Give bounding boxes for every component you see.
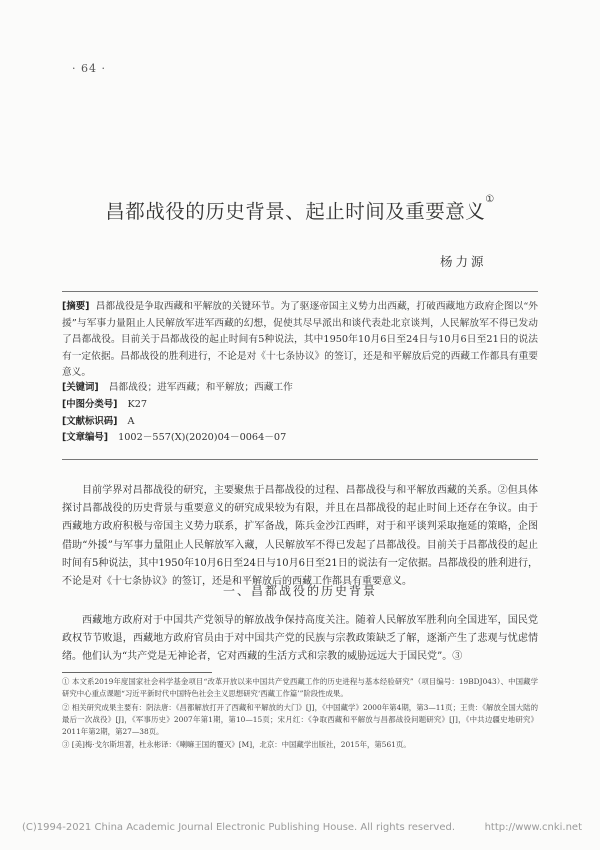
article-id-label: [文章编号] — [62, 432, 109, 443]
abstract-text: 昌都战役是争取西藏和平解放的关键环节。为了驱逐帝国主义势力出西藏，打破西藏地方政府企图以“外援”与军事力量阻止人民解放军进军西藏的幻想，促使其尽早派出和谈代表赴北京谈判，人民解放军不得已发动了昌都战役。目前关于昌都战役的起止时间有5种说法，其中1950年10月6日至24日与10月6日至21日的说法有一定依据。昌都战役的胜利进行，不论是对《十七条协议》的签订，还是和平解放后党的西藏工作都具有重要意义。 — [62, 301, 538, 378]
intro-section — [62, 482, 538, 591]
keywords-row — [62, 379, 538, 393]
document-code-value: A — [127, 416, 135, 427]
footer — [22, 822, 582, 833]
footnote-item: ③ [美]梅·戈尔斯坦著，杜永彬译：《喇嘛王国的覆灭》[M]，北京：中国藏学出版社，2015年，第561页。 — [62, 740, 411, 750]
website-link[interactable]: http://www.cnki.net — [484, 822, 582, 833]
intro-paragraph: 目前学界对昌都战役的研究，主要聚焦于昌都战役的过程、昌都战役与和平解放西藏的关系。②但具体探讨昌都战役的历史背景与重要意义的研究成果较为有限，并且在昌都战役的起止时间上还存在争议。由于西藏地方政府积极与帝国主义势力联系，扩军备战，陈兵金沙江西畔，对于和平谈判采取拖延的策略，企图借助“外援”与军事力量阻止人民解放军入藏，人民解放军不得已发起了昌都战役。目前关于昌都战役的起止时间有5种说法，其中1950年10月6日至24日与10月6日至21日的说法有一定依据。昌都战役的胜利进行，不论是对《十七条协议》的签订，还是和平解放后的西藏工作都具有重要意义。 — [62, 485, 538, 588]
page-number: · 64 · — [72, 62, 106, 75]
classification-row — [62, 396, 538, 410]
abstract-label: [摘要] — [62, 301, 90, 312]
footnote-item: ② 相关研究成果主要有：阴法唐：《昌都解放打开了西藏和平解放的大门》[J]，《中国藏学》2000年第4期，第3—11页；王贵：《解放全国大陆的最后一次战役》[J]，《军事历史》2007年第1期，第10—15页；宋月红：《争取西藏和平解放与昌都战役问题研究》[J]，《中共边疆史地研究》2011年第2期，第27—38页。 — [62, 702, 538, 737]
section-body — [62, 612, 538, 667]
document-code-label: [文献标识码] — [62, 416, 118, 427]
section-paragraph: 西藏地方政府对于中国共产党领导的解放战争保持高度关注。随着人民解放军胜利向全国进军，国民党政权节节败退，西藏地方政府官员由于对中国共产党的民族与宗教政策缺乏了解，逐渐产生了悲观与忧虑情绪。他们认为“共产党是无神论者，它对西藏的生活方式和宗教的威胁远远大于国民党”。③ — [62, 615, 538, 663]
metadata-bottom-rule — [62, 459, 538, 460]
abstract — [62, 299, 538, 382]
article-id-value: 1002－557(X)(2020)04－0064－07 — [118, 432, 287, 443]
document-code-row — [62, 413, 538, 427]
title-footnote-mark[interactable]: ① — [485, 194, 495, 205]
footnotes — [62, 676, 538, 752]
footnote-item: ① 本文系2019年度国家社会科学基金项目“改革开放以来中国共产党西藏工作的历史进程与基本经验研究”（项目编号：19BDJ043）、中国藏学研究中心重点课题“习近平新时代中国特色社会主义思想研究‘西藏工作篇’”阶段性成果。 — [62, 677, 538, 699]
classification-label: [中图分类号] — [62, 399, 118, 410]
copyright-text: (C)1994-2021 China Academic Journal Electronic Publishing House. All rights reserved. — [22, 822, 455, 833]
article-title — [0, 196, 600, 224]
metadata-top-rule — [62, 291, 538, 292]
article-title-text: 昌都战役的历史背景、起止时间及重要意义 — [105, 200, 486, 223]
footnote-rule — [62, 672, 212, 673]
classification-value: K27 — [127, 399, 148, 410]
author-name: 杨力源 — [440, 254, 487, 269]
keywords-label: [关键词] — [62, 382, 99, 393]
article-id-row — [62, 429, 538, 443]
section-heading: 一、昌都战役的历史背景 — [222, 584, 377, 598]
keywords-value: 昌都战役；进军西藏；和平解放；西藏工作 — [108, 382, 293, 393]
